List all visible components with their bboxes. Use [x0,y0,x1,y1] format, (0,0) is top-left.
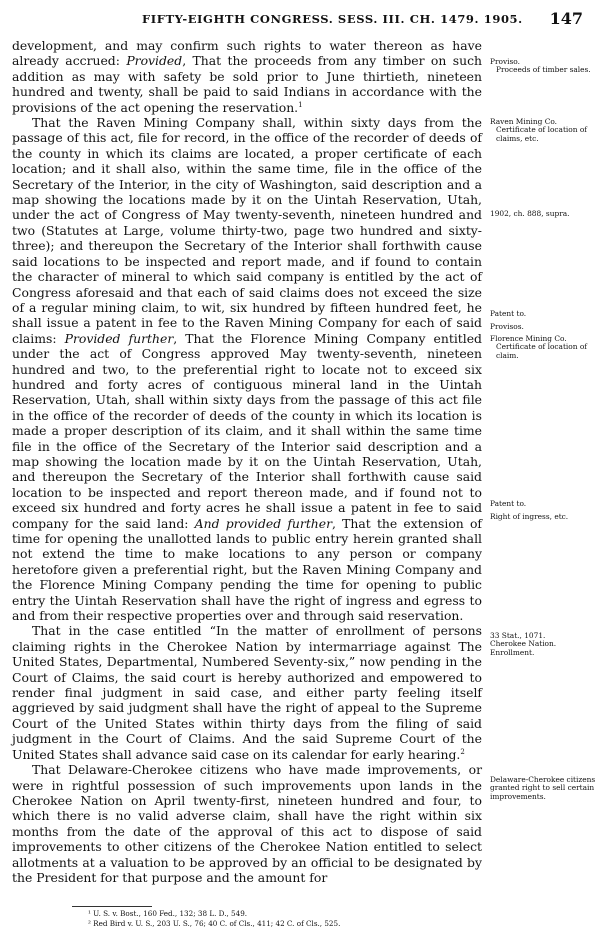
statute-paragraph [12,115,482,623]
margin-note-line: Delaware-Cherokee citizens granted right to sell certain improvements. [490,775,596,801]
text-run: development, and may confirm such rights to water thereon as have already accrued: [12,38,482,69]
statute-paragraph [12,762,482,885]
margin-note-line: 1902, ch. 888, supra. [490,209,570,218]
text-run: , That the proceeds from any timber on such addition as may with safety be sold prior to June thirtieth, nineteen hundred and twenty, shall be paid to said Indians in accordance with the provisions of the act opening the reservation. [12,53,482,115]
footnote-2: ² Red Bird v. U. S., 203 U. S., 76; 40 C. of Cls., 411; 42 C. of Cls., 525. [88,918,341,928]
margin-note-line: Patent to. [490,309,527,318]
statute-paragraph [12,623,482,762]
page-number: 147 [549,9,583,28]
footnote-marker: 2 [460,747,465,756]
margin-note-line: Provisos. [490,322,524,332]
margin-note-proviso [490,58,596,75]
margin-note-line: Patent to. [490,499,527,508]
margin-note-florence [490,310,596,360]
footnote-1: ¹ U. S. v. Bost., 160 Fed., 132; 38 L. D., 549. [88,909,248,918]
margin-note-line: Florence Mining Co. [490,333,567,343]
statute-body [12,38,482,885]
text-run: , That the Florence Mining Company entitled under the act of Congress approved May twenty-seventh, nineteen hundred and two, to the preferential right to locate not to exceed six hundred and forty acres of contiguous mineral land in the Uintah Reservation, Utah, shall within sixty days from the passage of this act file in the office of the recorder of deeds of the county in which its location is made a proper description of its claim, and it shall within the same time file in the office of the Secretary of the Interior said description and a map showing the location made by it on the Uintah Reservation, Utah, and thereupon the Secretary of the Interior shall forthwith cause said location to be inspected and report thereon made, and if found not to exceed six hundred and forty acres he shall issue a patent in fee to said company for the said land: [12,330,482,531]
text-run: That in the case entitled “In the matter of enrollment of persons claiming rights in the Cherokee Nation by intermarriage against The United States, Departmental, Numbered Seventy-six,” now pending in the Court of Claims, the said court is hereby authorized and empowered to render final judgment in said case, and either party feeling itself aggrieved by said judgment shall have the right of appeal to the Supreme Court of the United States within thirty days from the filing of said judgment in the Court of Claims. And the said Supreme Court of the United States shall advance said case on its calendar for early hearing. [12,623,482,762]
margin-note-raven-mining [490,118,596,143]
margin-note-line: Proviso. [490,57,520,66]
margin-note-line: Certificate of location of claim. [496,342,588,360]
statute-paragraph [12,38,482,115]
margin-note-line: 33 Stat., 1071. [490,631,546,640]
margin-note-ingress [490,500,596,522]
margin-note-line: Raven Mining Co. [490,117,558,126]
text-run: , That the extension of time for opening the unallotted lands to public entry herein granted shall not extend the time to make locations to any person or company heretofore given a preferential right, but the Raven Mining Company and the Florence Mining Company pending the time for opening to public entry the Uintah Reservation shall have the right of ingress and egress to and from their respective properties over and through said reservation. [12,515,482,624]
page-header [0,8,600,30]
margin-note-line: Cherokee Nation. [490,639,557,649]
footnote-rule [72,906,152,907]
italic-phrase: Provided further [64,330,174,346]
margin-note-line: Enrollment. [490,647,535,657]
italic-phrase: And provided further [194,515,333,531]
footnote-marker: 1 [298,100,303,109]
running-head: FIFTY-EIGHTH CONGRESS. SESS. III. CH. 1479. 1905. [142,12,523,26]
margin-note-line: Proceeds of timber sales. [496,65,591,75]
text-run: That the Raven Mining Company shall, within sixty days from the passage of this act, file for record, in the office of the recorder of deeds of the county in which its claims are located, a proper certificate of each location; and it shall also, within the same time, file in the office of the Secretary of the Interior, in the city of Washington, said description and a map showing the locations made by it on the Uintah Reservation, Utah, under the act of Congress of May twenty-seventh, nineteen hundred and two (Statutes at Large, volume thirty-two, page two hundred and sixty-three); and thereupon the Secretary of the Interior shall forthwith cause said locations to be inspected and report made, and if found to contain the character of mineral to which said company is entitled by the act of Congress aforesaid and that each of said claims does not exceed the size of a regular mining claim, to wit, six hundred by fifteen hundred feet, he shall issue a patent in fee to the Raven Mining Company for each of said claims: [12,115,482,346]
margin-note-delaware [490,776,596,801]
margin-note-statute-ref [490,210,596,218]
margin-note-cherokee [490,632,596,657]
margin-note-line: Right of ingress, etc. [490,512,569,522]
italic-phrase: Provided [126,53,183,69]
footnotes [88,909,340,928]
text-run: That Delaware-Cherokee citizens who have made improvements, or were in rightful possession of such improvements upon lands in the Cherokee Nation on April twenty-first, nineteen hundred and four, to which there is no valid adverse claim, shall have the right within six months from the date of the approval of this act to dispose of said improvements to other citizens of the Cherokee Nation entitled to select allotments at a valuation to be approved by an official to be designated by the President for that purpose and the amount for [12,762,482,885]
margin-note-line: Certificate of location of claims, etc. [496,125,588,143]
